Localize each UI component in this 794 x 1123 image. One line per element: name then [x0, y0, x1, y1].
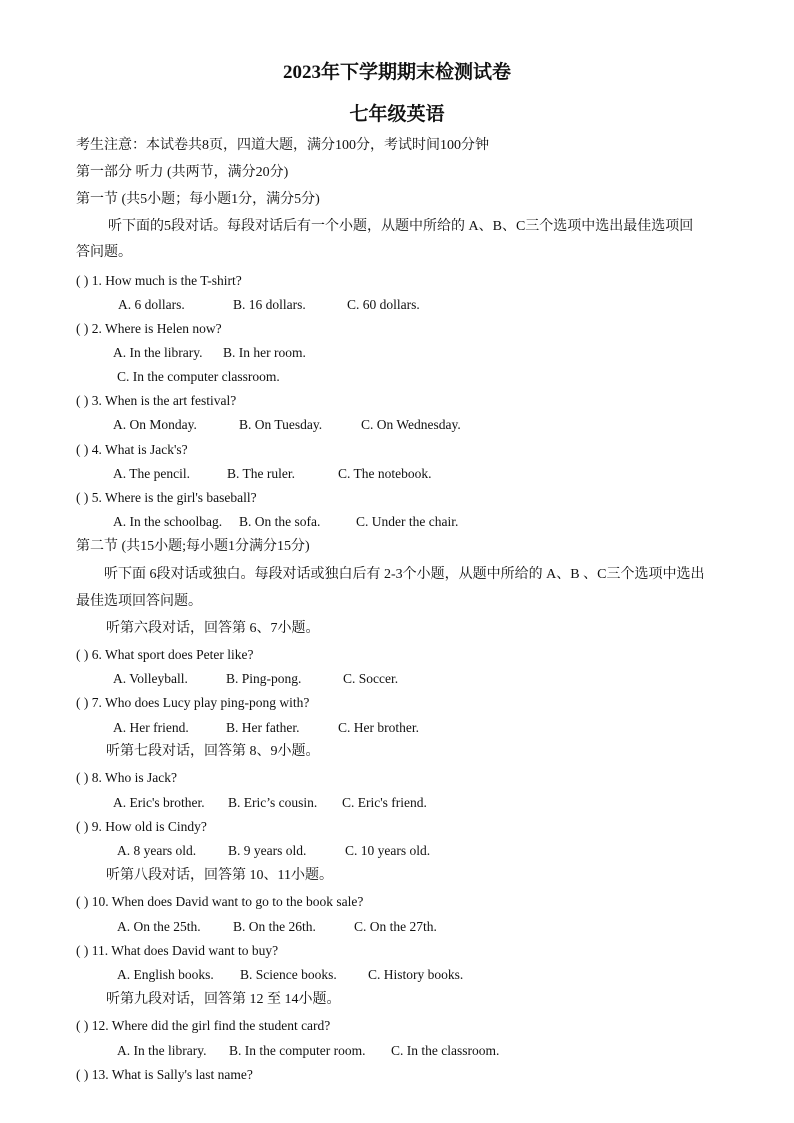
- option-a[interactable]: A. Volleyball.: [113, 671, 188, 686]
- option-a[interactable]: A. 6 dollars.: [118, 297, 185, 312]
- section-one-heading: 第一节 (共5小题；每小题1分，满分5分): [76, 192, 320, 207]
- option-a[interactable]: A. The pencil.: [113, 466, 190, 481]
- option-c[interactable]: C. Her brother.: [338, 720, 419, 735]
- option-a[interactable]: A. English books.: [117, 967, 214, 982]
- option-c[interactable]: C. Eric's friend.: [342, 795, 427, 810]
- option-a[interactable]: A. On the 25th.: [117, 919, 201, 934]
- question-5-options: [113, 513, 458, 531]
- dialog-6-note: 听第六段对话，回答第 6、7小题。: [106, 621, 320, 636]
- section-two-heading: 第二节 (共15小题;每小题1分满分15分): [76, 539, 310, 554]
- option-b[interactable]: B. Eric’s cousin.: [228, 795, 318, 810]
- question-11-options: [117, 966, 463, 984]
- question-12-stem: ( ) 12. Where did the girl find the student card?: [76, 1018, 331, 1033]
- question-13-stem: ( ) 13. What is Sally's last name?: [76, 1067, 253, 1082]
- option-a[interactable]: A. In the library.: [113, 345, 203, 360]
- option-c[interactable]: C. 60 dollars.: [347, 297, 420, 312]
- option-c[interactable]: C. On the 27th.: [354, 919, 437, 934]
- question-12-options: [117, 1042, 499, 1060]
- option-c[interactable]: C. Under the chair.: [356, 514, 459, 529]
- question-1-stem: ( ) 1. How much is the T-shirt?: [76, 273, 242, 288]
- option-b[interactable]: B. On the 26th.: [233, 919, 316, 934]
- question-6-options: [113, 670, 398, 688]
- question-4-stem: ( ) 4. What is Jack's?: [76, 442, 188, 457]
- question-1-options: [118, 296, 420, 314]
- question-6-stem: ( ) 6. What sport does Peter like?: [76, 647, 254, 662]
- option-b[interactable]: B. On Tuesday.: [239, 417, 323, 432]
- option-b[interactable]: B. Science books.: [240, 967, 337, 982]
- question-5-stem: ( ) 5. Where is the girl's baseball?: [76, 490, 257, 505]
- question-2-options: [113, 344, 306, 362]
- part-one-heading: 第一部分 听力 (共两节，满分20分): [76, 165, 289, 180]
- exam-notice: 考生注意：本试卷共8页，四道大题，满分100分，考试时间100分钟: [76, 138, 489, 153]
- option-b[interactable]: B. Ping-pong.: [226, 671, 302, 686]
- option-b[interactable]: B. On the sofa.: [239, 514, 321, 529]
- option-b[interactable]: B. 9 years old.: [228, 843, 307, 858]
- dialog-8-note: 听第八段对话，回答第 10、11小题。: [106, 868, 333, 883]
- dialog-7-note: 听第七段对话，回答第 8、9小题。: [106, 744, 320, 759]
- option-b[interactable]: B. In her room.: [223, 345, 306, 360]
- question-4-options: [113, 465, 432, 483]
- exam-subtitle: 七年级英语: [349, 104, 445, 125]
- section-two-instruction-cont: 最佳选项回答问题。: [76, 594, 202, 609]
- option-b[interactable]: B. The ruler.: [227, 466, 295, 481]
- option-b[interactable]: B. 16 dollars.: [233, 297, 306, 312]
- question-2-option-c[interactable]: C. In the computer classroom.: [117, 369, 280, 384]
- question-8-stem: ( ) 8. Who is Jack?: [76, 770, 177, 785]
- question-3-options: [113, 416, 461, 434]
- option-a[interactable]: A. On Monday.: [113, 417, 197, 432]
- question-10-stem: ( ) 10. When does David want to go to the book sale?: [76, 894, 364, 909]
- exam-title: 2023年下学期期末检测试卷: [282, 62, 511, 83]
- section-one-instruction: 听下面的5段对话。每段对话后有一个小题，从题中所给的 A、B、C三个选项中选出最佳选项回: [108, 219, 694, 234]
- question-8-options: [113, 794, 427, 812]
- section-two-instruction: 听下面 6段对话或独白。每段对话或独白后有 2-3个小题，从题中所给的 A、B 、C三个选项中选出: [104, 567, 705, 582]
- option-a[interactable]: A. Her friend.: [113, 720, 189, 735]
- option-c[interactable]: C. On Wednesday.: [361, 417, 461, 432]
- question-2-stem: ( ) 2. Where is Helen now?: [76, 321, 222, 336]
- option-a[interactable]: A. In the library.: [117, 1043, 207, 1058]
- question-7-stem: ( ) 7. Who does Lucy play ping-pong with?: [76, 695, 310, 710]
- section-one-instruction-cont: 答问题。: [76, 245, 132, 260]
- option-c[interactable]: C. In the classroom.: [391, 1043, 500, 1058]
- option-c[interactable]: C. History books.: [368, 967, 464, 982]
- question-9-stem: ( ) 9. How old is Cindy?: [76, 819, 207, 834]
- option-a[interactable]: A. In the schoolbag.: [113, 514, 223, 529]
- option-a[interactable]: A. 8 years old.: [117, 843, 197, 858]
- option-a[interactable]: A. Eric's brother.: [113, 795, 205, 810]
- question-11-stem: ( ) 11. What does David want to buy?: [76, 943, 279, 958]
- question-7-options: [113, 719, 419, 737]
- option-c[interactable]: C. 10 years old.: [345, 843, 431, 858]
- option-c[interactable]: C. The notebook.: [338, 466, 432, 481]
- option-b[interactable]: B. In the computer room.: [229, 1043, 366, 1058]
- dialog-9-note: 听第九段对话，回答第 12 至 14小题。: [106, 992, 341, 1007]
- option-b[interactable]: B. Her father.: [226, 720, 300, 735]
- question-3-stem: ( ) 3. When is the art festival?: [76, 393, 237, 408]
- question-9-options: [117, 842, 430, 860]
- option-c[interactable]: C. Soccer.: [343, 671, 399, 686]
- question-10-options: [117, 918, 437, 936]
